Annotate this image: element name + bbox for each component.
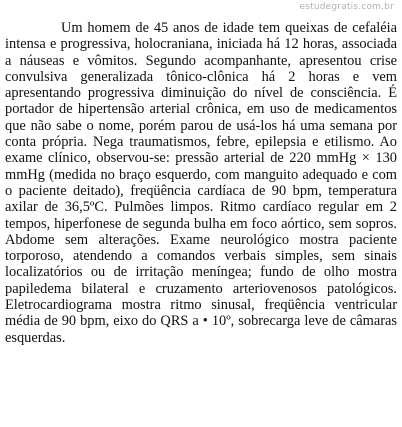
case-paragraph: Um homem de 45 anos de idade tem queixas de cefaléia intensa e progressiva, holocraniana, iniciada há 12 horas, associada a náuseas e vômitos. Segundo acompanhante, apresentou crise convulsiva generalizada tônico-clônica há 2 horas e vem apresentando progressiva diminuição do nível de consciência. É portador de hipertensão arterial crônica, em uso de medicamentos que não sabe o nome, porém parou de usá-los há uma semana por conta própria. Nega traumatismos, febre, epilepsia e etilismo. Ao exame clínico, observou-se: pressão arterial de 220 mmHg × 130 mmHg (medida no braço esquerdo, com manguito adequado e com o paciente deitado), freqüência cardíaca de 90 bpm, temperatura axilar de 36,5ºC. Pulmões limpos. Ritmo cardíaco regular em 2 tempos, hiperfonese de segunda bulha em foco aórtico, sem sopros. Abdome sem alterações. Exame neurológico mostra paciente torporoso, atendendo a comandos verbais simples, sem sinais localizatórios ou de irritação meníngea; fundo de olho mostra papiledema bilateral e cruzamento arteriovenosos patológicos. Eletrocardiograma mostra ritmo sinusal, freqüência ventricular média de 90 bpm, eixo do QRS a • 10º, sobrecarga leve de câmaras esquerdas. bbox=[5, 20, 397, 346]
site-watermark: estudegratis.com.br bbox=[299, 2, 394, 12]
